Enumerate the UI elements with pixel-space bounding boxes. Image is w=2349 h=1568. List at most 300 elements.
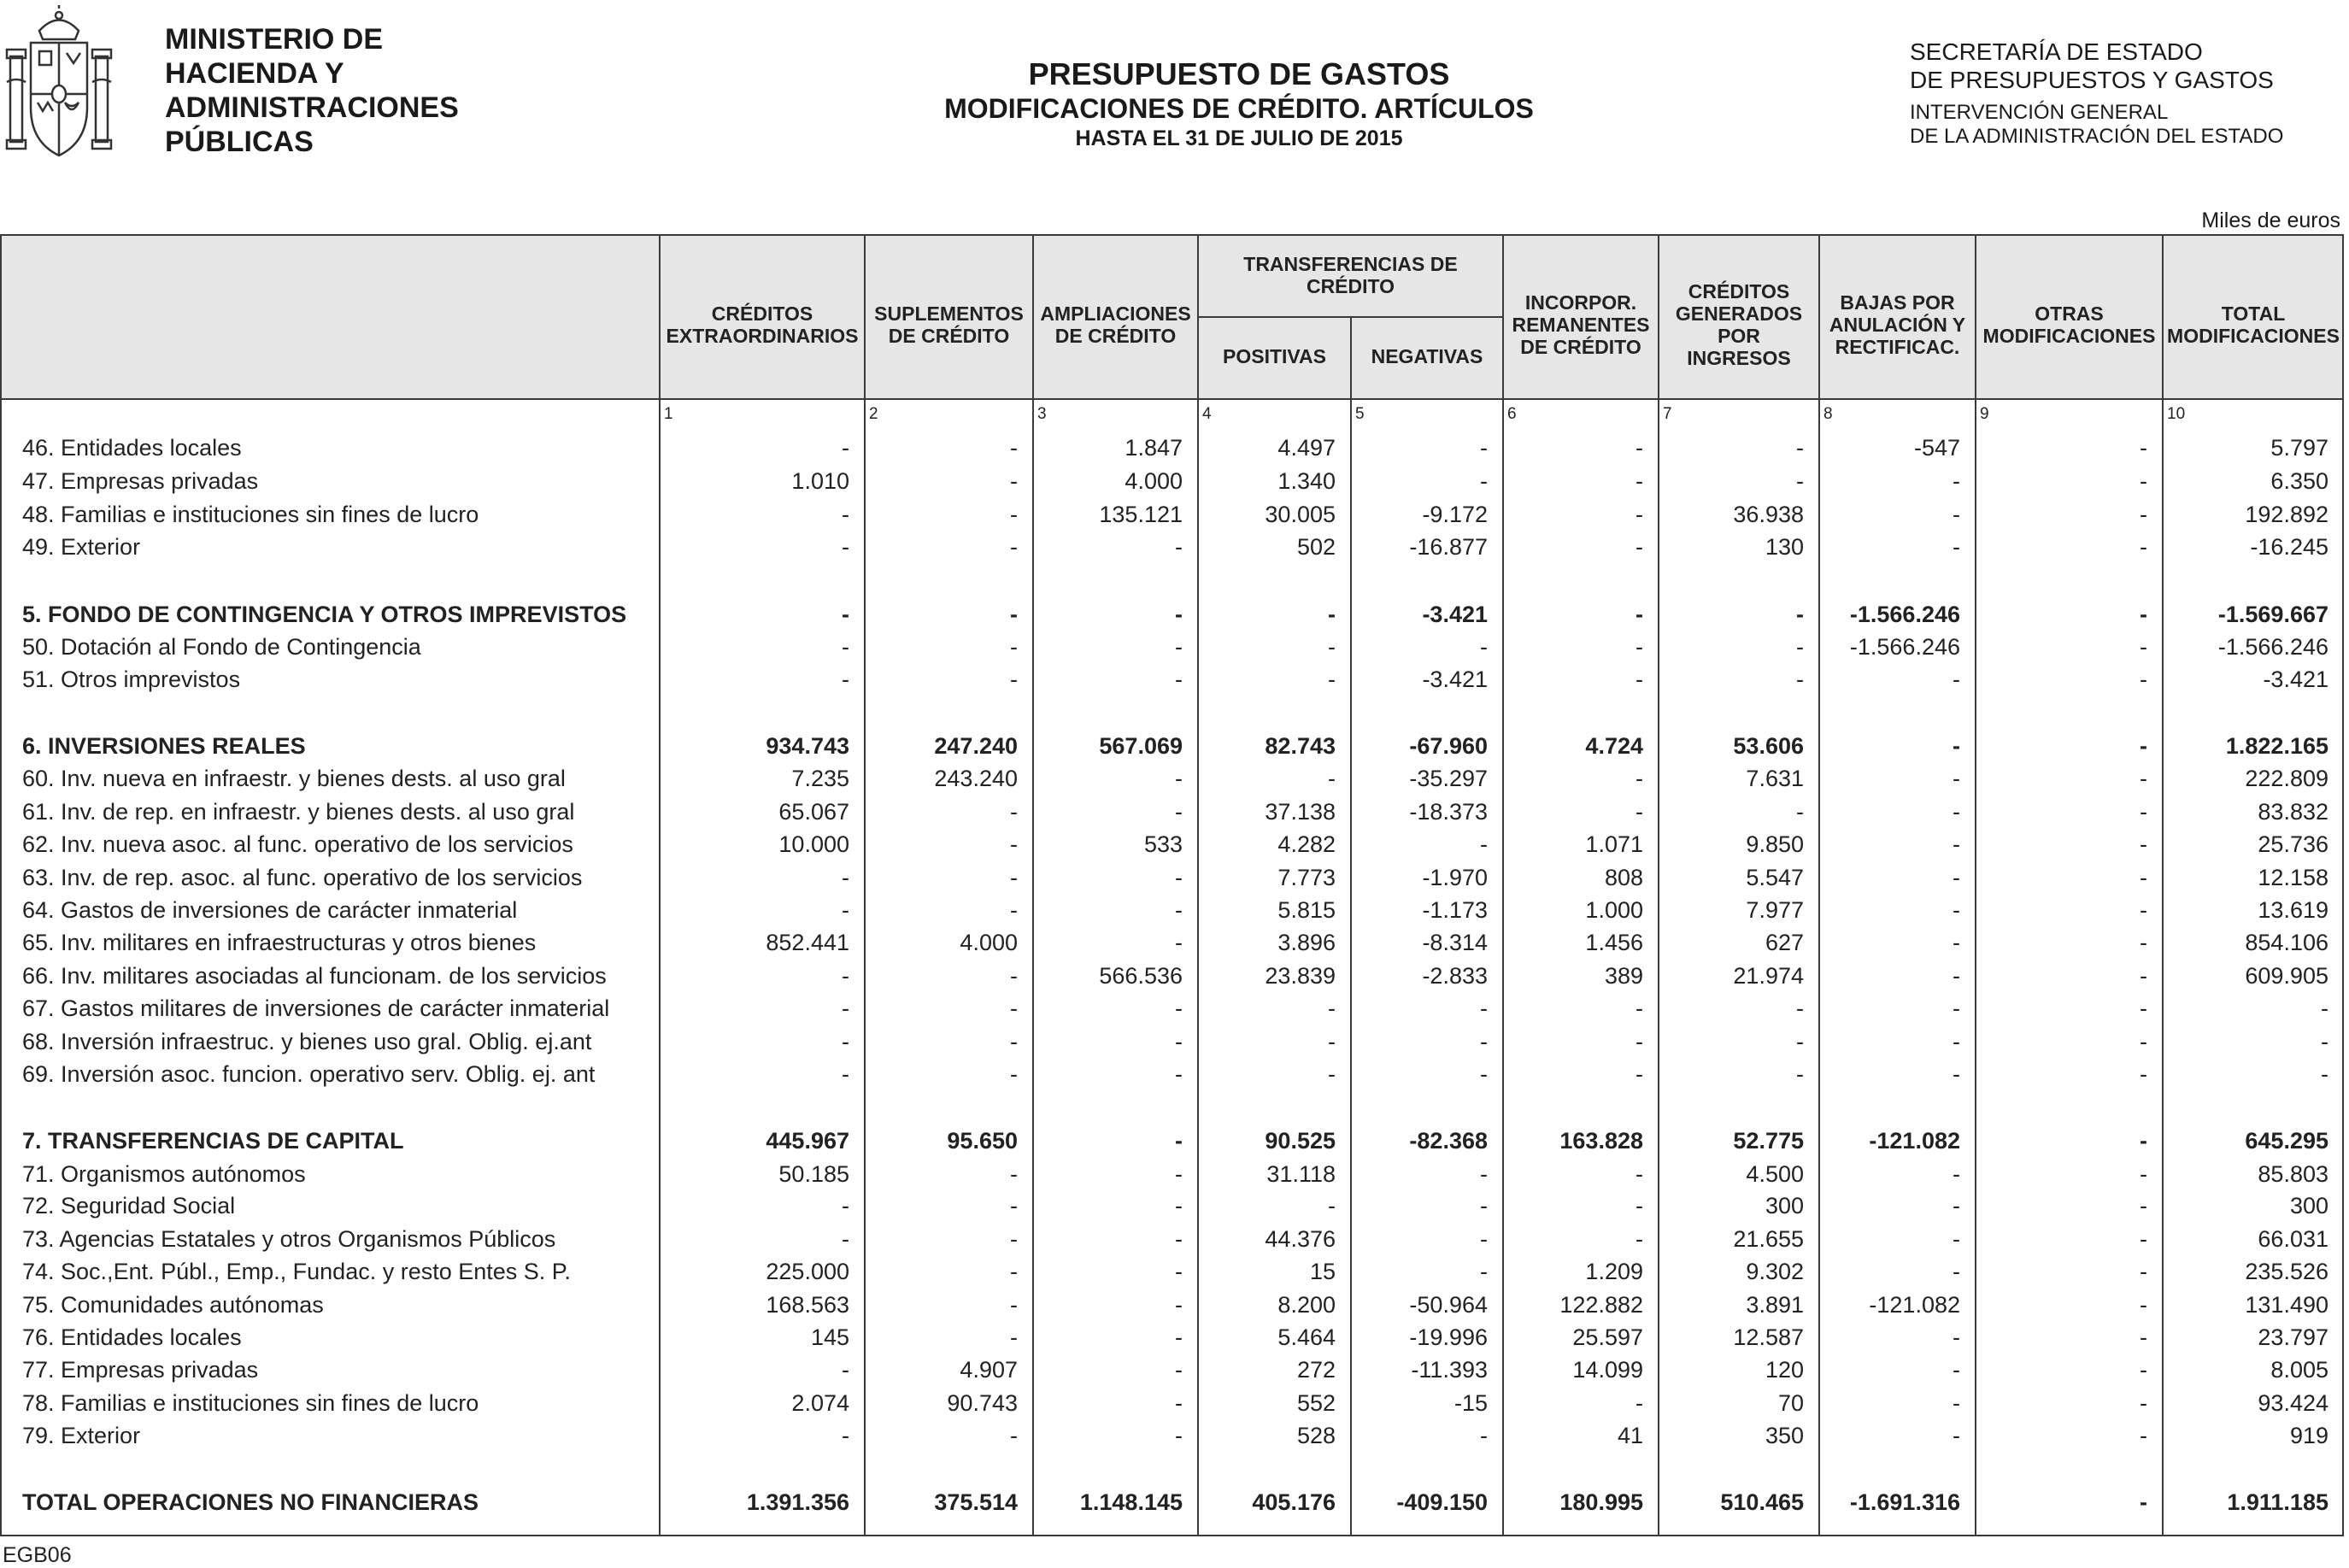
table-cell: -	[1953, 766, 1960, 791]
table-cell: -	[1635, 995, 1643, 1021]
table-cell: -	[2140, 1324, 2147, 1350]
column-header-line: EXTRAORDINARIOS	[666, 325, 859, 347]
table-cell: -	[1010, 435, 1018, 461]
table-cell: -	[842, 634, 849, 660]
table-cell: 25.736	[2258, 831, 2328, 857]
table-cell: -	[1480, 435, 1488, 461]
table-cell: -	[1480, 1423, 1488, 1448]
table-cell: -	[1635, 534, 1643, 560]
table-cell: -	[1953, 1161, 1960, 1187]
table-cell: -	[1480, 831, 1488, 857]
table-cell: -	[1175, 1193, 1183, 1219]
row-label: 72. Seguridad Social	[22, 1193, 236, 1219]
document-code: EGB06	[3, 1543, 72, 1567]
table-cell: 23.797	[2258, 1324, 2328, 1350]
table-cell: 225.000	[766, 1259, 849, 1284]
table-cell: 36.938	[1733, 502, 1804, 527]
table-cell: 5.797	[2270, 435, 2328, 461]
row-label: 71. Organismos autónomos	[22, 1161, 306, 1187]
intervencion-line-1: INTERVENCIÓN GENERAL	[1910, 101, 2169, 124]
table-cell: 30.005	[1265, 502, 1336, 527]
table-cell: -	[2140, 1259, 2147, 1284]
table-cell: 7.977	[1746, 897, 1804, 923]
table-cell: -	[1010, 468, 1018, 494]
table-cell: 21.655	[1733, 1226, 1804, 1252]
table-cell: 247.240	[934, 733, 1018, 759]
table-cell: -	[1953, 1061, 1960, 1087]
table-cell: -	[1010, 502, 1018, 527]
column-header-8	[1819, 291, 1976, 358]
table-cell: 4.907	[960, 1357, 1018, 1383]
table-cell: -	[1480, 468, 1488, 494]
table-cell: -	[2140, 930, 2147, 955]
table-cell: -1.566.246	[1849, 602, 1960, 627]
table-cell: -	[2140, 1061, 2147, 1087]
table-cell: -	[1953, 1259, 1960, 1284]
row-label: 75. Comunidades autónomas	[22, 1292, 324, 1318]
table-cell: 41	[1617, 1423, 1643, 1448]
table-cell: -	[1480, 1061, 1488, 1087]
table-cell: -	[1635, 634, 1643, 660]
table-cell: -	[842, 1357, 849, 1383]
column-number: 7	[1663, 405, 1672, 423]
table-cell: 10.000	[778, 831, 849, 857]
table-cell: 808	[1604, 865, 1643, 890]
table-cell: -	[1175, 1390, 1183, 1416]
table-row	[0, 1420, 2344, 1451]
table-cell: -	[2140, 1390, 2147, 1416]
table-cell: 852.441	[766, 930, 849, 955]
table-cell: -	[1635, 1161, 1643, 1187]
table-cell: -	[2140, 667, 2147, 692]
table-cell: 1.911.185	[2227, 1489, 2328, 1515]
table-cell: -	[1175, 1226, 1183, 1252]
table-cell: -	[1953, 534, 1960, 560]
table-cell: -1.691.316	[1849, 1489, 1960, 1515]
secretaria-block	[1910, 38, 2283, 149]
ministry-line-3: ADMINISTRACIONES	[165, 91, 459, 124]
column-header-1	[660, 302, 865, 347]
table-row	[0, 664, 2344, 695]
table-cell: 609.905	[2245, 963, 2328, 989]
table-cell: 1.000	[1585, 897, 1643, 923]
table-cell: 145	[810, 1324, 849, 1350]
table-cell: 567.069	[1099, 733, 1183, 759]
row-label: 60. Inv. nueva en infraestr. y bienes dests. al uso gral	[22, 766, 566, 791]
table-row	[0, 1059, 2344, 1089]
table-cell: -	[1175, 667, 1183, 692]
table-row	[0, 432, 2344, 463]
column-header-line: NEGATIVAS	[1371, 345, 1483, 367]
table-cell: -	[2140, 733, 2147, 759]
table-cell: -	[1953, 1423, 1960, 1448]
table-row	[0, 1159, 2344, 1189]
table-section-row	[0, 1487, 2344, 1518]
table-row	[0, 466, 2344, 496]
table-cell: -	[2140, 602, 2147, 627]
row-label: TOTAL OPERACIONES NO FINANCIERAS	[22, 1489, 479, 1515]
column-header-line: REMANENTES	[1512, 314, 1650, 336]
table-cell: -	[842, 995, 849, 1021]
table-cell: -	[2140, 865, 2147, 890]
table-cell: -	[1175, 1357, 1183, 1383]
column-header-9	[1976, 302, 2163, 347]
header-transferencias-line-2: CRÉDITO	[1306, 275, 1395, 297]
table-cell: -	[1953, 733, 1960, 759]
table-cell: -	[2140, 799, 2147, 825]
table-cell: -16.245	[2250, 534, 2328, 560]
table-cell: 85.803	[2258, 1161, 2328, 1187]
table-cell: 854.106	[2245, 930, 2328, 955]
table-cell: 53.606	[1733, 733, 1804, 759]
table-cell: -	[1175, 534, 1183, 560]
table-cell: -	[1480, 1226, 1488, 1252]
row-label: 68. Inversión infraestruc. y bienes uso gral. Oblig. ej.ant	[22, 1029, 592, 1054]
row-label: 65. Inv. militares en infraestructuras y otros bienes	[22, 930, 537, 955]
table-cell: 405.176	[1252, 1489, 1336, 1515]
column-header-line: SUPLEMENTOS	[874, 302, 1024, 325]
ministry-name	[165, 22, 459, 159]
table-cell: 4.724	[1585, 733, 1643, 759]
table-row	[0, 763, 2344, 794]
column-header-line: DE CRÉDITO	[1054, 325, 1177, 347]
table-cell: -	[1953, 1029, 1960, 1054]
table-cell: -	[1010, 1292, 1018, 1318]
table-cell: -67.960	[1409, 733, 1488, 759]
table-cell: -	[842, 602, 849, 627]
table-cell: -	[1635, 468, 1643, 494]
table-cell: -	[2140, 831, 2147, 857]
column-number: 8	[1823, 405, 1833, 423]
table-cell: 4.497	[1277, 435, 1336, 461]
table-cell: -	[1635, 1390, 1643, 1416]
table-cell: -	[1796, 634, 1804, 660]
column-header-line: POR	[1718, 325, 1760, 347]
table-section-row	[0, 731, 2344, 761]
table-section-row	[0, 599, 2344, 630]
secretaria-line-1: SECRETARÍA DE ESTADO	[1910, 38, 2203, 65]
table-cell: -	[1010, 534, 1018, 560]
table-cell: -	[1480, 634, 1488, 660]
table-cell: 5.464	[1277, 1324, 1336, 1350]
column-number: 3	[1037, 405, 1047, 423]
table-cell: 1.391.356	[746, 1489, 849, 1515]
table-cell: -	[1010, 667, 1018, 692]
table-section-row	[0, 1125, 2344, 1156]
table-cell: 9.850	[1746, 831, 1804, 857]
table-cell: -	[842, 435, 849, 461]
table-cell: -	[1796, 995, 1804, 1021]
table-cell: -	[2140, 435, 2147, 461]
header-transferencias	[1198, 253, 1503, 297]
table-row	[0, 1289, 2344, 1320]
table-cell: 65.067	[778, 799, 849, 825]
table-cell: -	[842, 1193, 849, 1219]
table-cell: 14.099	[1572, 1357, 1643, 1383]
table-cell: -	[1953, 1193, 1960, 1219]
table-cell: -1.566.246	[2217, 634, 2328, 660]
column-number: 1	[664, 405, 673, 423]
table-row	[0, 1256, 2344, 1287]
table-cell: -15	[1453, 1390, 1488, 1416]
table-cell: 4.500	[1746, 1161, 1804, 1187]
table-cell: -	[1328, 1061, 1336, 1087]
table-cell: -	[842, 1423, 849, 1448]
row-label: 77. Empresas privadas	[22, 1357, 259, 1383]
table-cell: -	[2140, 634, 2147, 660]
table-cell: 83.832	[2258, 799, 2328, 825]
table-cell: 23.839	[1265, 963, 1336, 989]
table-cell: -	[1953, 502, 1960, 527]
table-cell: 5.547	[1746, 865, 1804, 890]
table-cell: -	[842, 865, 849, 890]
table-row	[0, 1026, 2344, 1057]
table-cell: -	[1796, 799, 1804, 825]
table-cell: 95.650	[947, 1128, 1018, 1154]
table-cell: -	[1010, 897, 1018, 923]
table-cell: 235.526	[2245, 1259, 2328, 1284]
table-cell: -	[1635, 667, 1643, 692]
table-cell: 50.185	[778, 1161, 849, 1187]
table-cell: 272	[1296, 1357, 1336, 1383]
table-cell: 4.282	[1277, 831, 1336, 857]
table-cell: 1.822.165	[2225, 733, 2328, 759]
table-cell: -	[1010, 634, 1018, 660]
table-cell: 180.995	[1559, 1489, 1643, 1515]
table-cell: 31.118	[1266, 1161, 1336, 1187]
table-cell: 1.847	[1125, 435, 1183, 461]
table-cell: 7.773	[1277, 865, 1336, 890]
table-cell: -	[1328, 667, 1336, 692]
table-cell: -	[1635, 1061, 1643, 1087]
table-cell: 919	[2289, 1423, 2328, 1448]
table-cell: -	[1953, 897, 1960, 923]
table-cell: -	[1635, 799, 1643, 825]
column-number: 4	[1202, 405, 1212, 423]
table-cell: 3.891	[1746, 1292, 1804, 1318]
table-cell: -	[1175, 766, 1183, 791]
table-cell: -	[1953, 667, 1960, 692]
table-cell: -	[1010, 1226, 1018, 1252]
table-row	[0, 1322, 2344, 1353]
table-cell: -	[1953, 1324, 1960, 1350]
table-row	[0, 1388, 2344, 1418]
coat-of-arms-icon	[5, 5, 113, 164]
table-cell: -	[2321, 995, 2328, 1021]
table-cell: -	[1953, 1226, 1960, 1252]
table-cell: -	[1010, 865, 1018, 890]
table-cell: 52.775	[1733, 1128, 1804, 1154]
row-label: 47. Empresas privadas	[22, 468, 259, 494]
table-cell: -	[1010, 1193, 1018, 1219]
table-cell: -	[1796, 1061, 1804, 1087]
table-cell: 1.010	[791, 468, 849, 494]
table-cell: 300	[1765, 1193, 1804, 1219]
table-cell: -	[1480, 1029, 1488, 1054]
table-cell: -3.421	[1422, 667, 1488, 692]
table-cell: -8.314	[1422, 930, 1488, 955]
column-header-line: POSITIVAS	[1223, 345, 1326, 367]
table-cell: -	[1953, 831, 1960, 857]
table-cell: -	[1635, 766, 1643, 791]
column-header-line: RECTIFICAC.	[1835, 336, 1960, 358]
column-header-6	[1503, 291, 1659, 358]
table-cell: -	[842, 1061, 849, 1087]
table-cell: -	[842, 963, 849, 989]
table-cell: -	[2140, 1193, 2147, 1219]
table-cell: -	[2140, 1226, 2147, 1252]
table-cell: 135.121	[1099, 502, 1183, 527]
table-cell: 13.619	[2258, 897, 2328, 923]
table-cell: 8.200	[1277, 1292, 1336, 1318]
row-label: 61. Inv. de rep. en infraestr. y bienes dests. al uso gral	[22, 799, 575, 825]
column-header-line: DE CRÉDITO	[888, 325, 1010, 347]
table-cell: -	[1175, 799, 1183, 825]
table-cell: 645.295	[2245, 1128, 2328, 1154]
row-label: 67. Gastos militares de inversiones de carácter inmaterial	[22, 995, 610, 1021]
table-cell: -	[1010, 995, 1018, 1021]
table-cell: -	[1175, 1292, 1183, 1318]
table-cell: -409.150	[1396, 1489, 1488, 1515]
table-cell: 12.587	[1733, 1324, 1804, 1350]
table-cell: -9.172	[1422, 502, 1488, 527]
column-header-line: DE CRÉDITO	[1520, 336, 1641, 358]
column-header-7	[1659, 280, 1819, 369]
table-cell: -	[1175, 1259, 1183, 1284]
table-cell: 130	[1765, 534, 1804, 560]
table-cell: -	[1010, 963, 1018, 989]
column-header-line: GENERADOS	[1675, 302, 1803, 325]
column-header-10	[2163, 302, 2344, 347]
table-cell: 528	[1296, 1423, 1336, 1448]
table-cell: 37.138	[1265, 799, 1336, 825]
table-cell: -	[1175, 1161, 1183, 1187]
table-cell: -	[1175, 1128, 1183, 1154]
row-label: 74. Soc.,Ent. Públ., Emp., Fundac. y resto Entes S. P.	[22, 1259, 571, 1284]
table-cell: 502	[1296, 534, 1336, 560]
column-header-line: AMPLIACIONES	[1040, 302, 1191, 325]
row-label: 78. Familias e instituciones sin fines de lucro	[22, 1390, 479, 1416]
table-cell: -	[1010, 1259, 1018, 1284]
table-cell: 552	[1296, 1390, 1336, 1416]
table-cell: -	[1328, 995, 1336, 1021]
table-cell: 2.074	[791, 1390, 849, 1416]
table-cell: 1.340	[1277, 468, 1336, 494]
table-cell: -	[1328, 634, 1336, 660]
header-divider	[0, 398, 2344, 400]
column-number: 5	[1355, 405, 1365, 423]
table-row	[0, 531, 2344, 562]
table-cell: -	[1175, 1029, 1183, 1054]
title-date: HASTA EL 31 DE JULIO DE 2015	[1075, 126, 1403, 150]
table-cell: -	[1480, 1161, 1488, 1187]
table-cell: -121.082	[1869, 1128, 1960, 1154]
table-cell: -	[1635, 1193, 1643, 1219]
table-cell: -	[1175, 930, 1183, 955]
table-cell: -	[2140, 766, 2147, 791]
table-cell: -	[1953, 865, 1960, 890]
table-cell: -	[1175, 1061, 1183, 1087]
table-cell: -	[842, 667, 849, 692]
row-label: 62. Inv. nueva asoc. al func. operativo de los servicios	[22, 831, 573, 857]
table-cell: -	[2140, 897, 2147, 923]
table-row	[0, 631, 2344, 662]
column-number: 9	[1980, 405, 1989, 423]
ministry-line-4: PÚBLICAS	[165, 126, 314, 158]
table-cell: -	[1010, 1324, 1018, 1350]
column-number: 6	[1507, 405, 1517, 423]
table-cell: 44.376	[1265, 1226, 1336, 1252]
table-cell: 120	[1765, 1357, 1804, 1383]
table-cell: -	[1953, 930, 1960, 955]
table-cell: 93.424	[2258, 1390, 2328, 1416]
table-cell: -3.421	[1422, 602, 1488, 627]
table-cell: -	[1010, 1161, 1018, 1187]
column-header-line: TOTAL	[2221, 302, 2286, 325]
table-cell: 300	[2289, 1193, 2328, 1219]
table-cell: -	[1010, 831, 1018, 857]
row-label: 79. Exterior	[22, 1423, 141, 1448]
table-cell: -	[1635, 1029, 1643, 1054]
table-cell: 82.743	[1265, 733, 1336, 759]
row-label: 50. Dotación al Fondo de Contingencia	[22, 634, 421, 660]
table-cell: -	[2140, 1161, 2147, 1187]
row-label: 46. Entidades locales	[22, 435, 242, 461]
row-label: 6. INVERSIONES REALES	[22, 733, 306, 759]
table-cell: -	[1635, 602, 1643, 627]
table-cell: -	[1796, 468, 1804, 494]
header-transferencias-line-1: TRANSFERENCIAS DE	[1243, 253, 1458, 275]
table-cell: -	[1010, 1029, 1018, 1054]
row-label: 63. Inv. de rep. asoc. al func. operativo de los servicios	[22, 865, 583, 890]
table-cell: -	[2140, 1423, 2147, 1448]
column-header-line: ANULACIÓN Y	[1829, 314, 1966, 336]
table-cell: -	[1175, 634, 1183, 660]
row-label: 7. TRANSFERENCIAS DE CAPITAL	[22, 1128, 404, 1154]
ministry-line-2: HACIENDA Y	[165, 57, 344, 90]
row-label: 76. Entidades locales	[22, 1324, 242, 1350]
title-sub: MODIFICACIONES DE CRÉDITO. ARTÍCULOS	[944, 93, 1534, 124]
table-cell: 6.350	[2270, 468, 2328, 494]
table-cell: -	[1328, 1029, 1336, 1054]
table-cell: 350	[1765, 1423, 1804, 1448]
column-header-4	[1198, 345, 1351, 367]
table-cell: -11.393	[1411, 1357, 1488, 1383]
table-cell: 66.031	[2258, 1226, 2328, 1252]
row-label: 48. Familias e instituciones sin fines de lucro	[22, 502, 479, 527]
column-header-3	[1033, 302, 1198, 347]
row-label: 51. Otros imprevistos	[22, 667, 241, 692]
table-cell: 3.896	[1277, 930, 1336, 955]
table-cell: 192.892	[2245, 502, 2328, 527]
table-cell: -	[2321, 1061, 2328, 1087]
row-label: 49. Exterior	[22, 534, 141, 560]
table-cell: -121.082	[1869, 1292, 1960, 1318]
column-header-line: MODIFICACIONES	[2167, 325, 2340, 347]
table-cell: 375.514	[934, 1489, 1018, 1515]
table-cell: -	[1480, 1259, 1488, 1284]
table-cell: -	[1796, 1029, 1804, 1054]
table-cell: -	[1635, 1226, 1643, 1252]
table-cell: 1.148.145	[1079, 1489, 1183, 1515]
table-cell: -	[1175, 1423, 1183, 1448]
table-cell: -	[1953, 1390, 1960, 1416]
table-row	[0, 1190, 2344, 1221]
table-cell: 4.000	[960, 930, 1018, 955]
table-cell: -35.297	[1409, 766, 1488, 791]
table-cell: 243.240	[934, 766, 1018, 791]
table-cell: 168.563	[766, 1292, 849, 1318]
